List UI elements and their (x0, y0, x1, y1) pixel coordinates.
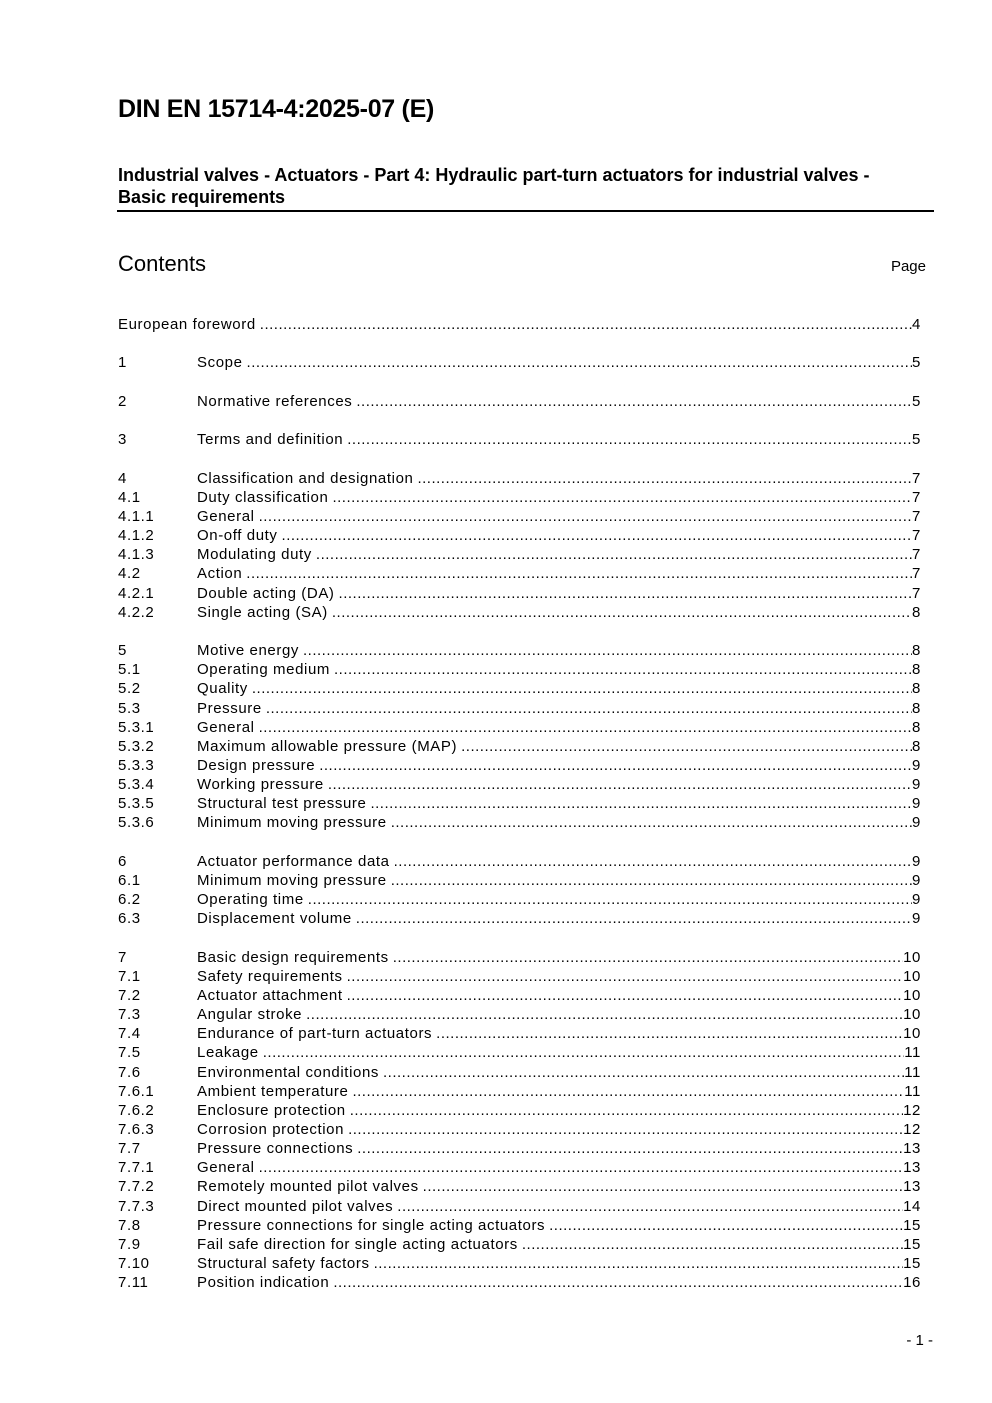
toc-entry-page: 15 (903, 1235, 921, 1253)
toc-entry[interactable] (118, 353, 921, 372)
toc-entry-page: 9 (912, 795, 921, 813)
toc-entry-title: Displacement volume (197, 910, 352, 928)
toc-entry[interactable] (118, 1082, 921, 1101)
toc-dot-leader (247, 353, 913, 372)
toc-entry-page: 9 (912, 757, 921, 775)
toc-entry[interactable] (118, 526, 921, 545)
toc-entry[interactable] (118, 679, 921, 698)
toc-entry[interactable] (118, 469, 921, 488)
toc-entry-number: 7.7.1 (118, 1159, 155, 1177)
toc-entry-title: General (197, 508, 255, 526)
toc-entry[interactable] (118, 641, 921, 660)
toc-entry-number: 5.3.2 (118, 737, 155, 755)
toc-entry-number: 5.3.3 (118, 757, 155, 775)
toc-entry-title: Pressure connections for single acting actuators (197, 1216, 546, 1234)
toc-entry-number: 5.1 (118, 661, 141, 679)
toc-entry-number: 7.9 (118, 1235, 141, 1253)
toc-entry-number: 5.3.6 (118, 814, 155, 832)
toc-dot-leader (333, 1273, 903, 1292)
toc-entry-page: 10 (903, 967, 921, 985)
toc-dot-leader (246, 564, 912, 583)
toc-entry-title: General (197, 1159, 255, 1177)
toc-entry[interactable] (118, 813, 921, 832)
toc-entry-title: Actuator attachment (197, 987, 343, 1005)
toc-entry-title: Actuator performance data (197, 852, 390, 870)
toc-entry-page: 16 (903, 1274, 921, 1292)
toc-entry[interactable] (118, 948, 921, 967)
toc-entry-title: Direct mounted pilot valves (197, 1197, 394, 1215)
toc-entry-page: 11 (904, 1082, 921, 1100)
toc-dot-leader (282, 526, 913, 545)
toc-entry-page: 13 (903, 1178, 921, 1196)
toc-entry[interactable] (118, 699, 921, 718)
toc-entry[interactable] (118, 603, 921, 622)
toc-entry[interactable] (118, 660, 921, 679)
toc-entry[interactable] (118, 1063, 921, 1082)
toc-entry-title: Motive energy (197, 642, 300, 660)
toc-dot-leader (522, 1235, 903, 1254)
toc-dot-leader (374, 1254, 904, 1273)
toc-entry-page: 13 (903, 1140, 921, 1158)
toc-entry-page: 7 (912, 565, 921, 583)
toc-entry[interactable] (118, 507, 921, 526)
toc-entry-page: 10 (903, 948, 921, 966)
toc-entry-page: 8 (912, 699, 921, 717)
toc-entry-page: 15 (903, 1254, 921, 1272)
toc-dot-leader (348, 1120, 903, 1139)
toc-entry[interactable] (118, 775, 921, 794)
toc-entry[interactable] (118, 392, 921, 411)
toc-entry-title: Pressure connections (197, 1140, 354, 1158)
toc-entry-number: 7.1 (118, 967, 141, 985)
toc-dot-leader (263, 1043, 904, 1062)
toc-entry-number: 7.10 (118, 1254, 150, 1272)
toc-entry-number: 7.7 (118, 1140, 141, 1158)
toc-entry-page: 9 (912, 776, 921, 794)
toc-dot-leader (308, 890, 912, 909)
toc-dot-leader (328, 775, 912, 794)
toc-entry-title: Double acting (DA) (197, 584, 335, 602)
toc-entry-page: 9 (912, 814, 921, 832)
toc-dot-leader (259, 1158, 904, 1177)
toc-entry-number: 4.2.2 (118, 603, 155, 621)
toc-dot-leader (332, 488, 912, 507)
toc-entry[interactable] (118, 871, 921, 890)
toc-dot-leader (259, 718, 912, 737)
toc-entry-title: Working pressure (197, 776, 324, 794)
toc-entry-page: 8 (912, 642, 921, 660)
toc-entry[interactable] (118, 1043, 921, 1062)
toc-entry-number: 6.2 (118, 891, 141, 909)
toc-entry-number: 7 (118, 948, 127, 966)
toc-entry-page: 5 (912, 354, 921, 372)
toc-entry-title: Terms and definition (197, 431, 344, 449)
toc-dot-leader (332, 603, 912, 622)
toc-entry-title: Maximum allowable pressure (MAP) (197, 737, 458, 755)
toc-entry-page: 8 (912, 718, 921, 736)
toc-dot-leader (316, 545, 912, 564)
toc-dot-leader (436, 1024, 903, 1043)
toc-entry-title: Minimum moving pressure (197, 872, 387, 890)
toc-dot-leader (259, 507, 912, 526)
page-column-label: Page (890, 258, 926, 275)
toc-entry[interactable] (118, 564, 921, 583)
toc-entry-page: 12 (903, 1121, 921, 1138)
toc-entry[interactable] (118, 1024, 921, 1043)
toc-entry-page: 10 (903, 1006, 921, 1024)
toc-entry-number: 4.1 (118, 488, 141, 506)
toc-dot-leader (334, 660, 912, 679)
toc-entry-page: 9 (912, 891, 921, 909)
toc-entry-page: 7 (912, 469, 921, 487)
toc-dot-leader (266, 699, 912, 718)
toc-entry-title: Classification and designation (197, 469, 414, 487)
toc-entry-number: 5.3 (118, 699, 141, 717)
toc-entry-number: 4.1.3 (118, 546, 155, 564)
toc-entry-page: 7 (912, 527, 921, 545)
toc-dot-leader (350, 1101, 903, 1120)
toc-dot-leader (461, 737, 912, 756)
toc-entry[interactable] (118, 1158, 921, 1177)
toc-entry-number: 7.6 (118, 1063, 141, 1081)
toc-dot-leader (423, 1177, 903, 1196)
toc-entry-number: 4 (118, 469, 127, 487)
toc-entry-title: Safety requirements (197, 967, 343, 985)
toc-entry-number: 3 (118, 431, 127, 449)
toc-entry-number: 4.1.1 (118, 508, 155, 526)
toc-entry-number: 4.1.2 (118, 527, 155, 545)
toc-entry-title: Structural safety factors (197, 1254, 370, 1272)
toc-entry[interactable] (118, 890, 921, 909)
toc-entry-title: Remotely mounted pilot valves (197, 1178, 419, 1196)
toc-entry-title: Duty classification (197, 488, 329, 506)
toc-entry[interactable] (118, 1120, 921, 1139)
toc-entry[interactable] (118, 986, 921, 1005)
toc-entry-number: 7.4 (118, 1025, 141, 1043)
toc-dot-leader (339, 584, 913, 603)
toc-entry-title: Scope (197, 354, 243, 372)
toc-entry-number: 5.3.1 (118, 718, 155, 736)
toc-entry[interactable] (118, 718, 921, 737)
toc-entry[interactable] (118, 430, 921, 449)
toc-entry-page: 11 (904, 1044, 921, 1062)
toc-dot-leader (347, 986, 903, 1005)
toc-dot-leader (417, 469, 912, 488)
toc-entry-number: 4.2.1 (118, 584, 155, 602)
toc-entry[interactable] (118, 584, 921, 603)
toc-entry[interactable] (118, 909, 921, 928)
toc-entry-page: 9 (912, 852, 921, 870)
toc-entry-title: Environmental conditions (197, 1063, 379, 1081)
toc-entry-number: 5.2 (118, 680, 141, 698)
toc-entry-page: 9 (912, 872, 921, 890)
toc-entry-number: 7.8 (118, 1216, 141, 1234)
toc-entry-title: Angular stroke (197, 1006, 303, 1024)
toc-entry-page: 7 (912, 584, 921, 602)
toc-entry-number: 7.7.2 (118, 1178, 155, 1196)
toc-entry-title: Structural test pressure (197, 795, 367, 813)
toc-dot-leader (394, 852, 912, 871)
toc-dot-leader (370, 794, 912, 813)
toc-entry-page: 7 (912, 546, 921, 564)
toc-dot-leader (383, 1063, 904, 1082)
contents-heading: Contents (118, 251, 207, 276)
toc-entry-page: 8 (912, 680, 921, 698)
toc-entry[interactable] (118, 1216, 921, 1235)
toc-entry-title: Modulating duty (197, 546, 312, 564)
toc-entry-page: 10 (903, 987, 921, 1005)
toc-entry-title: Endurance of part-turn actuators (197, 1025, 433, 1043)
toc-dot-leader (356, 909, 912, 928)
toc-entry-page: 4 (912, 316, 921, 333)
toc-entry-number: 7.11 (118, 1274, 149, 1292)
toc-dot-leader (319, 756, 912, 775)
toc-entry-number: 6.3 (118, 910, 141, 928)
toc-entry-number: 5.3.4 (118, 776, 155, 794)
toc-entry-title: Position indication (197, 1274, 330, 1292)
toc-entry-page: 5 (912, 431, 921, 449)
toc-dot-leader (393, 948, 903, 967)
toc-dot-leader (303, 641, 912, 660)
toc-entry-number: 4.2 (118, 565, 141, 583)
toc-dot-leader (391, 813, 912, 832)
toc-entry-title: Minimum moving pressure (197, 814, 387, 832)
toc-dot-leader (397, 1197, 903, 1216)
toc-entry[interactable] (118, 1177, 921, 1196)
toc-entry-title: Action (197, 565, 243, 583)
toc-entry-page: 13 (903, 1159, 921, 1177)
toc-entry-number: 7.3 (118, 1006, 141, 1024)
toc-entry-number: 6.1 (118, 872, 141, 890)
toc-entry-number: 7.6.1 (118, 1082, 155, 1100)
toc-entry[interactable] (118, 852, 921, 871)
toc-entry-page: 7 (912, 488, 921, 506)
toc-dot-leader (356, 392, 912, 411)
toc-entry-title: European foreword (118, 316, 256, 333)
toc-entry-page: 8 (912, 661, 921, 679)
toc-entry-title: Operating time (197, 891, 304, 909)
toc-entry[interactable] (118, 1005, 921, 1024)
toc-entry-page: 12 (903, 1101, 921, 1119)
toc-entry-number: 5 (118, 642, 127, 660)
toc-entry-title: Operating medium (197, 661, 330, 679)
toc-entry[interactable] (118, 545, 921, 564)
table-of-contents (118, 315, 921, 1292)
document-id: DIN EN 15714-4:2025-07 (E) (118, 95, 434, 123)
toc-entry[interactable] (118, 967, 921, 986)
toc-dot-leader (260, 315, 912, 334)
toc-dot-leader (357, 1139, 903, 1158)
toc-entry-title: Normative references (197, 392, 353, 410)
toc-entry-title: Enclosure protection (197, 1101, 346, 1119)
toc-entry[interactable] (118, 1197, 921, 1216)
toc-dot-leader (306, 1005, 903, 1024)
toc-entry-title: On-off duty (197, 527, 278, 545)
toc-entry[interactable] (118, 756, 921, 775)
toc-entry[interactable] (118, 1139, 921, 1158)
toc-dot-leader (391, 871, 912, 890)
toc-entry-title: Quality (197, 680, 248, 698)
toc-dot-leader (549, 1216, 903, 1235)
toc-entry-title: Ambient temperature (197, 1082, 349, 1100)
toc-entry-number: 2 (118, 392, 127, 410)
toc-entry-title: Design pressure (197, 757, 316, 775)
toc-entry-number: 7.2 (118, 987, 141, 1005)
toc-entry-page: 8 (912, 603, 921, 621)
toc-entry[interactable] (118, 737, 921, 756)
toc-entry[interactable] (118, 794, 921, 813)
toc-entry-title: Corrosion protection (197, 1121, 345, 1138)
toc-dot-leader (352, 1082, 904, 1101)
toc-entry-page: 8 (912, 737, 921, 755)
title-divider (117, 210, 934, 212)
toc-entry-page: 15 (903, 1216, 921, 1234)
toc-dot-leader (347, 967, 903, 986)
toc-entry-page: 9 (912, 910, 921, 928)
toc-entry-number: 6 (118, 852, 127, 870)
document-subtitle: Industrial valves - Actuators - Part 4: Hydraulic part-turn actuators for industrial valves - Basic requirements (118, 165, 870, 207)
toc-entry-page: 11 (904, 1063, 921, 1081)
toc-entry-number: 7.5 (118, 1044, 141, 1062)
toc-entry-title: General (197, 718, 255, 736)
toc-entry-page: 10 (903, 1025, 921, 1043)
toc-entry-page: 14 (903, 1197, 921, 1215)
toc-entry-number: 7.7.3 (118, 1197, 155, 1215)
toc-entry[interactable] (118, 315, 921, 334)
toc-entry-title: Fail safe direction for single acting actuators (197, 1235, 518, 1253)
toc-entry-title: Pressure (197, 699, 262, 717)
toc-entry[interactable] (118, 1254, 921, 1273)
page-number: - 1 - (906, 1332, 933, 1349)
toc-entry-title: Basic design requirements (197, 948, 389, 966)
toc-entry-title: Leakage (197, 1044, 259, 1062)
toc-entry-number: 7.6.3 (118, 1121, 155, 1138)
toc-entry-title: Single acting (SA) (197, 603, 328, 621)
toc-entry[interactable] (118, 488, 921, 507)
toc-entry-page: 5 (912, 392, 921, 410)
toc-entry-number: 5.3.5 (118, 795, 155, 813)
toc-dot-leader (252, 679, 912, 698)
toc-entry[interactable] (118, 1273, 921, 1292)
toc-dot-leader (347, 430, 912, 449)
toc-entry[interactable] (118, 1235, 921, 1254)
toc-entry-number: 1 (118, 354, 127, 372)
toc-entry[interactable] (118, 1101, 921, 1120)
toc-entry-page: 7 (912, 508, 921, 526)
toc-entry-number: 7.6.2 (118, 1101, 155, 1119)
